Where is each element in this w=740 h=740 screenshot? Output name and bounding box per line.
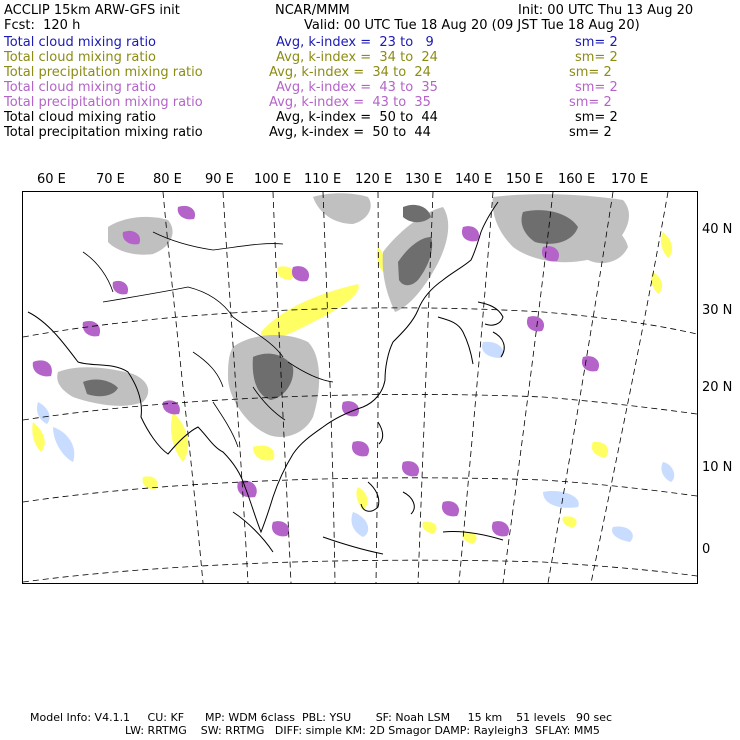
center-label: NCAR/MMM [275,3,350,18]
lon-label: 170 E [611,172,649,187]
field-sm: sm= 2 [569,65,612,80]
map-panel [22,191,698,584]
field-avg: Avg, k-index = 43 to 35 [276,80,438,95]
field-sm: sm= 2 [569,95,612,110]
model-title: ACCLIP 15km ARW-GFS init [4,3,180,18]
model-info-line-2: LW: RRTMG SW: RRTMG DIFF: simple KM: 2D Smagor DAMP: Rayleigh3 SFLAY: MM5 [125,724,600,737]
field-avg: Avg, k-index = 50 to 44 [269,125,431,140]
field-avg: Avg, k-index = 50 to 44 [276,110,438,125]
field-sm: sm= 2 [575,80,618,95]
lat-label: 40 N [702,222,733,237]
model-info-line-1: Model Info: V4.1.1 CU: KF MP: WDM 6class PBL: YSU SF: Noah LSM 15 km 51 levels 90 sec [30,711,613,724]
field-avg: Avg, k-index = 34 to 24 [276,50,438,65]
lon-label: 140 E [455,172,493,187]
init-time: Init: 00 UTC Thu 13 Aug 20 [518,3,694,18]
lat-label: 30 N [702,303,733,318]
field-name: Total precipitation mixing ratio [4,125,203,140]
field-sm: sm= 2 [569,125,612,140]
field-sm: sm= 2 [575,110,618,125]
lat-label: 20 N [702,380,733,395]
lon-label: 70 E [96,172,125,187]
field-name: Total precipitation mixing ratio [4,65,203,80]
lon-label: 120 E [355,172,393,187]
field-name: Total cloud mixing ratio [4,35,157,50]
lon-label: 130 E [405,172,443,187]
forecast-hour: Fcst: 120 h [4,18,81,33]
lon-label: 160 E [558,172,596,187]
lon-label: 110 E [304,172,342,187]
lon-label: 80 E [153,172,182,187]
lat-label: 10 N [702,460,733,475]
valid-time: Valid: 00 UTC Tue 18 Aug 20 (09 JST Tue 18 Aug 20) [304,18,640,33]
lon-label: 60 E [37,172,66,187]
field-sm: sm= 2 [575,35,618,50]
field-avg: Avg, k-index = 34 to 24 [269,65,431,80]
field-avg: Avg, k-index = 23 to 9 [276,35,434,50]
field-avg: Avg, k-index = 43 to 35 [269,95,431,110]
field-name: Total cloud mixing ratio [4,110,157,125]
lon-label: 90 E [205,172,234,187]
field-name: Total cloud mixing ratio [4,80,157,95]
field-name: Total precipitation mixing ratio [4,95,203,110]
field-sm: sm= 2 [575,50,618,65]
map-svg [23,192,697,583]
lon-label: 150 E [506,172,544,187]
lat-label: 0 [702,542,711,557]
lon-label: 100 E [254,172,292,187]
field-name: Total cloud mixing ratio [4,50,157,65]
